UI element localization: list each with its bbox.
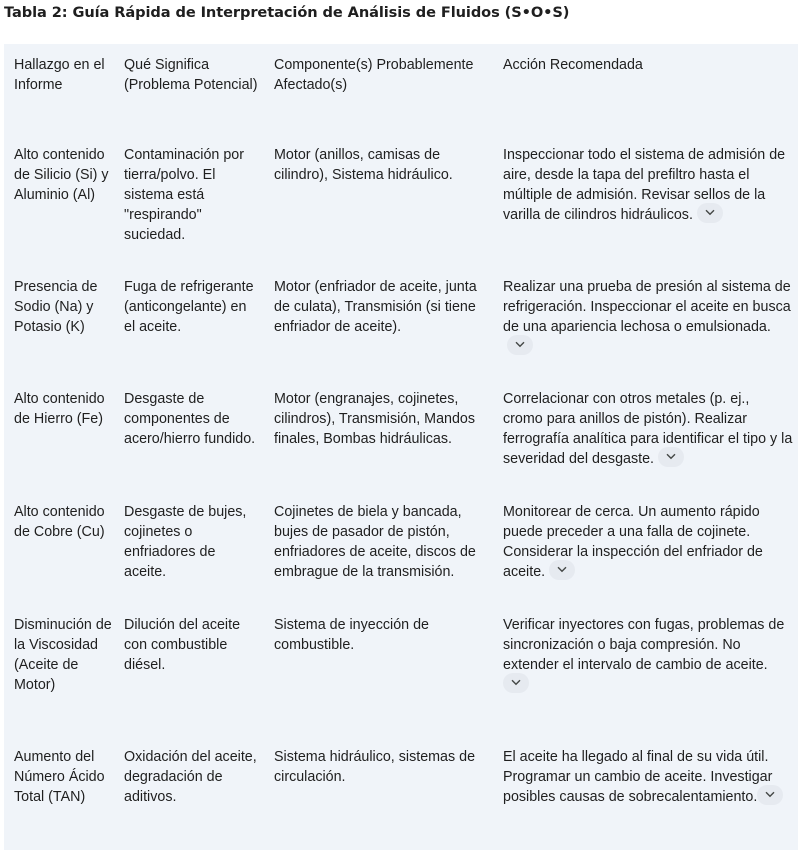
cell-significa: Desgaste de bujes, cojinetes o enfriadores de aceite. [124, 504, 247, 580]
chevron-down-icon [511, 679, 521, 686]
chevron-down-icon [765, 791, 775, 798]
header-significa: Qué Significa (Problema Potencial) [124, 57, 258, 93]
expand-chevron-button[interactable] [757, 785, 783, 805]
chevron-down-icon [666, 453, 676, 460]
cell-componente: Motor (anillos, camisas de cilindro), Sistema hidráulico. [274, 147, 453, 183]
chevron-down-icon [557, 566, 567, 573]
cell-accion-text: Inspeccionar todo el sistema de admisión de aire, desde la tapa del prefiltro hasta el múltiple de admisión. Revisar sellos de la varilla de cilindros hidráulicos. [503, 147, 786, 223]
cell-significa: Contaminación por tierra/polvo. El sistema está "respirando" suciedad. [124, 147, 245, 243]
expand-chevron-button[interactable] [503, 673, 529, 693]
cell-componente: Motor (enfriador de aceite, junta de culata), Transmisión (si tiene enfriador de aceite). [274, 279, 477, 335]
cell-componente: Motor (engranajes, cojinetes, cilindros), Transmisión, Mandos finales, Bombas hidráulicas. [274, 391, 476, 447]
cell-hallazgo: Alto contenido de Hierro (Fe) [14, 391, 105, 427]
chevron-down-icon [705, 209, 715, 216]
expand-chevron-button[interactable] [507, 335, 533, 355]
expand-chevron-button[interactable] [549, 560, 575, 580]
cell-accion-text: Correlacionar con otros metales (p. ej., cromo para anillos de pistón). Realizar ferrografía analítica para identificar el tipo y la severidad del desgaste. [503, 391, 793, 467]
cell-accion [503, 389, 793, 469]
cell-accion [503, 145, 793, 225]
cell-accion [503, 747, 793, 807]
header-componente: Componente(s) Probablemente Afectado(s) [274, 57, 474, 93]
table-title: Tabla 2: Guía Rápida de Interpretación de Análisis de Fluidos (S•O•S) [4, 4, 570, 21]
cell-componente: Sistema hidráulico, sistemas de circulación. [274, 749, 476, 785]
cell-significa: Fuga de refrigerante (anticongelante) en el aceite. [124, 279, 254, 335]
cell-accion [503, 615, 793, 695]
header-hallazgo: Hallazgo en el Informe [14, 57, 105, 93]
chevron-down-icon [515, 341, 525, 348]
cell-hallazgo: Disminución de la Viscosidad (Aceite de Motor) [14, 617, 112, 693]
fluid-analysis-table [4, 44, 798, 850]
expand-chevron-button[interactable] [658, 447, 684, 467]
cell-significa: Oxidación del aceite, degradación de aditivos. [124, 749, 257, 805]
cell-componente: Cojinetes de biela y bancada, bujes de pasador de pistón, enfriadores de aceite, discos de embrague de la transmisión. [274, 504, 476, 580]
cell-accion-text: Realizar una prueba de presión al sistema de refrigeración. Inspeccionar el aceite en busca de una apariencia lechosa o emulsionada. [503, 279, 791, 335]
cell-hallazgo: Alto contenido de Silicio (Si) y Aluminio (Al) [14, 147, 109, 203]
cell-hallazgo: Aumento del Número Ácido Total (TAN) [14, 749, 105, 805]
cell-componente: Sistema de inyección de combustible. [274, 617, 429, 653]
cell-significa: Desgaste de componentes de acero/hierro fundido. [124, 391, 256, 447]
header-accion: Acción Recomendada [503, 57, 643, 73]
cell-accion-text: Monitorear de cerca. Un aumento rápido puede preceder a una falla de cojinete. Considerar la inspección del enfriador de aceite. [503, 504, 763, 580]
cell-hallazgo: Alto contenido de Cobre (Cu) [14, 504, 105, 540]
cell-significa: Dilución del aceite con combustible diésel. [124, 617, 241, 673]
cell-accion-text: El aceite ha llegado al final de su vida útil. Programar un cambio de aceite. Investigar posibles causas de sobrecalentamiento. [503, 749, 773, 805]
expand-chevron-button[interactable] [697, 203, 723, 223]
cell-hallazgo: Presencia de Sodio (Na) y Potasio (K) [14, 279, 98, 335]
cell-accion-text: Verificar inyectores con fugas, problemas de sincronización o baja compresión. No extender el intervalo de cambio de aceite. [503, 617, 785, 673]
cell-accion [503, 502, 793, 582]
cell-accion [503, 277, 793, 357]
